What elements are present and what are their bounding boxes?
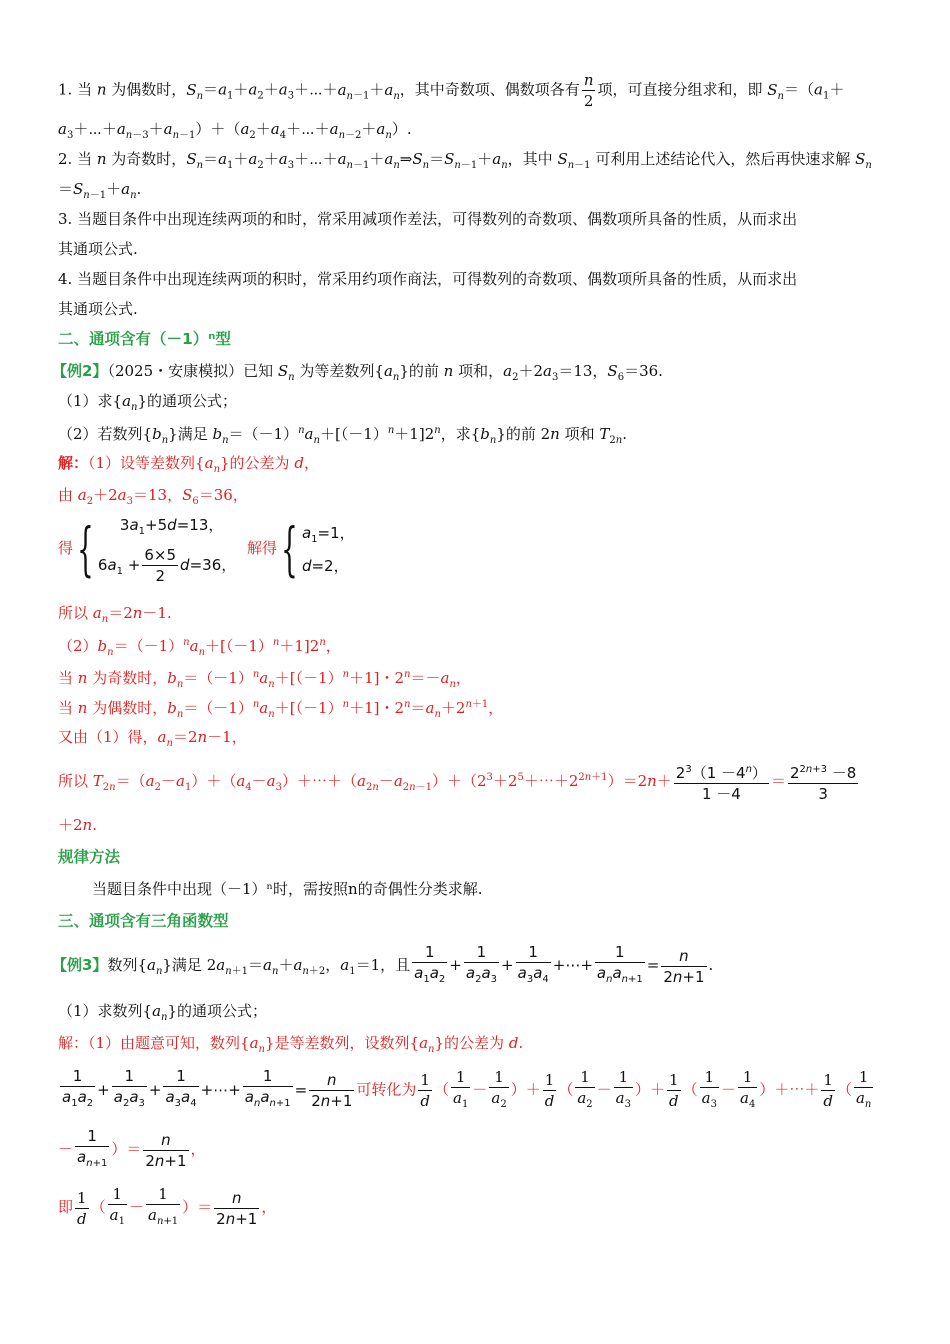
- fraction-n-over-2: $\frac{n}{2}$: [583, 71, 594, 110]
- section-3-header: 三、通项含有三角函数型: [58, 912, 229, 930]
- solution-3-step-4: 即 $\frac{1}{d}$ （ $\frac{1}{a_1}$ － $\frac{1}{a_{n+1}}$ ）＝ $\frac{n}{2n+1}$ ，: [58, 1185, 277, 1228]
- example-2-tag: 【例2】: [52, 362, 108, 380]
- rule-1-line-1: 1. 当 n 为偶数时，$S_n=a_1+a_2+a_3+\cdots+a_{n-1}+a_n$，其中奇数项、偶数项各有 $\frac{n}{2}$ 项，可直接分组求和，即 $S_n=(a_1+$: [58, 71, 845, 110]
- example-3-part-1: （1）求数列$\{a_n\}$的通项公式；: [58, 1002, 268, 1023]
- solution-3-step-2: $\frac{1}{a_1a_2}$ + $\frac{1}{a_2a_3}$ + $\frac{1}{a_3a_4}$ +⋯+ $\frac{1}{a_na_{n+1}}$ = $\frac{n}{2n+1}$ 可转化为 $\frac{1}{d}$ （ $\frac{1}{a_1}$ － $\frac{1}{a_2}$ ）＋ $\frac{1}{d}$ （ $\frac{1}{a_2}$ － $\frac{1}{a_3}$ ）＋ $\frac{1}{d}$ （ $\frac{1}{a_3}$ － $\frac{1}{a_4}$ ）＋⋯＋ $\frac{1}{d}$ （ $\frac{1}{a_n}$: [62, 1067, 872, 1110]
- solution-2-step-9: ＋2n.: [58, 816, 97, 834]
- example-3-tag: 【例3】: [52, 956, 108, 974]
- rule-4-line-1: 4. 当题目条件中出现连续两项的积时，常采用约项作商法，可得数列的奇数项、偶数项所具备的性质，从而求出: [58, 270, 798, 288]
- rule-3-line-1: 3. 当题目条件中出现连续两项的和时，常采用减项作差法，可得数列的奇数项、偶数项所具备的性质，从而求出: [58, 210, 798, 228]
- solution-3-step-1: 解：（1）由题意可知，数列$\{a_n\}$是等差数列，设数列$\{a_n\}$的公差为 d.: [58, 1034, 524, 1055]
- rule-2-line-1: 2. 当 n 为奇数时，$S_n=a_1+a_2+a_3+\cdots+a_{n-1}+a_n\Rightarrow S_n=S_{n-1}+a_n$，其中 $S_{n-1}$ 可利用上述结论代入，然后再快速求解 $S_n$: [58, 150, 872, 171]
- section-2-header: 二、通项含有（－1）ⁿ型: [58, 330, 231, 348]
- method-text: 当题目条件中出现（－1）ⁿ时，需按照n的奇偶性分类求解.: [92, 880, 483, 898]
- example-2-stem: 【例2】（2025・安康模拟）已知 $S_n$ 为等差数列$\{a_n\}$的前 n 项和，$a_2+2a_3=13$，$S_6=36$.: [52, 362, 663, 383]
- solution-2-step-8: 所以 $T_{2n}=(a_2-a_1)+(a_4-a_3)+\cdots+(a_{2n}-a_{2n-1})+(2^3+2^5+\cdots+2^{2n+1})=2n+$ $\frac{2^3(1 -4^n)}{1 -4}$ ＝ $\frac{2^{2n+3} -8}{3}$: [58, 760, 860, 804]
- solution-3-step-3: － $\frac{1}{a_{n+1}}$ ）＝ $\frac{n}{2n+1}$ ，: [58, 1127, 206, 1170]
- solution-2-system: 得{ $3a_1+5d=13$， $6a_1$ + $\frac{6\times 5}{2}$ d=36， 解得{ $a_1=1$， d=2，: [58, 515, 355, 585]
- example-2-part-1: （1）求$\{a_n\}$的通项公式；: [58, 392, 238, 413]
- solution-label: 解：: [58, 454, 89, 472]
- solution-2-step-3: 所以 $a_n=2n-1$.: [58, 604, 172, 625]
- method-header: 规律方法: [58, 848, 121, 866]
- rule-3-line-2: 其通项公式.: [58, 240, 138, 258]
- solution-2-step-4: $(2)b_n=(-1)^na_n+[(-1)^n+1]2^n$，: [58, 637, 341, 658]
- example-2-part-2: （2）若数列$\{b_n\}$满足 $b_n=(-1)^na_n+[(-1)^n+1]2^n$，求$\{b_n\}$的前 2n 项和 $T_{2n}$.: [58, 425, 628, 446]
- rule-2-line-2: $=S_{n-1}+a_n$.: [58, 180, 142, 201]
- rule-1-line-2: $a_3+\cdots+a_{n-3}+a_{n-1})+(a_2+a_4+\cdots+a_{n-2}+a_n)$.: [58, 120, 412, 141]
- solution-2-step-5: 当 n 为奇数时，$b_n=(-1)^na_n+[(-1)^n+1]$・$2^n=-a_n$，: [58, 669, 471, 690]
- example-3-stem: 【例3】数列$\{a_n\}$满足 $2a_{n+1}=a_n+a_{n+2}$，$a_1=1$，且 $\frac{1}{a_1a_2}$ + $\frac{1}{a_2a_3}$ + $\frac{1}{a_3a_4}$ +⋯+ $\frac{1}{a_na_{n+1}}$ = $\frac{n}{2n+1}$ .: [52, 943, 714, 986]
- solution-2-step-7: 又由（1）得，$a_n=2n-1$，: [58, 728, 247, 749]
- solution-2-step-1: 解：（1）设等差数列$\{a_n\}$的公差为 d，: [58, 454, 319, 475]
- solution-2-step-6: 当 n 为偶数时，$b_n=(-1)^na_n+[(-1)^n+1]$・$2^n=a_n+2^{n+1}$，: [58, 699, 504, 720]
- solution-2-step-2: 由 $a_2+2a_3=13$，$S_6=36$，: [58, 486, 248, 507]
- rule-4-line-2: 其通项公式.: [58, 300, 138, 318]
